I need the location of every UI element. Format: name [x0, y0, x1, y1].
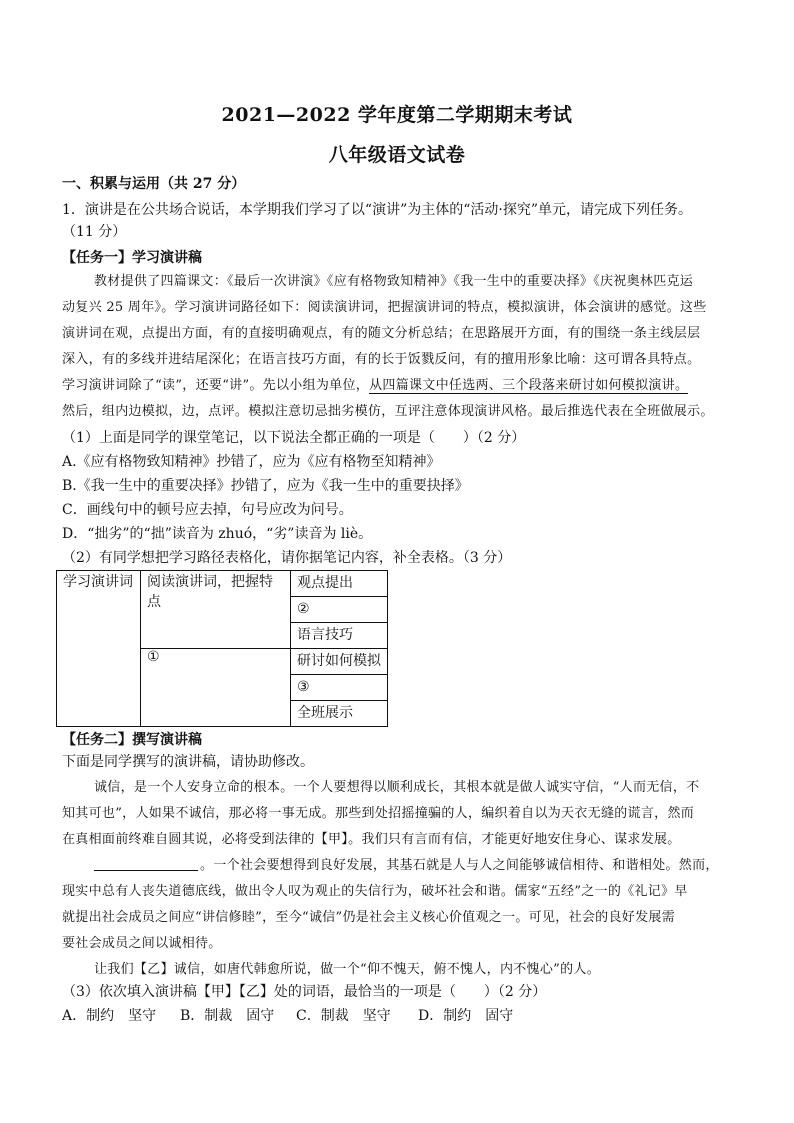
section-heading: 一、积累与运用（共 27 分） [62, 176, 246, 192]
notes-line-text: 学习演讲词除了“读”，还要“讲”。先以小组为单位， [62, 378, 370, 393]
notes-line [62, 376, 742, 396]
speech-text: 。一个社会要想得到良好发展，其基石就是人与人之间能够诚信相待、和谐相处。然而， [200, 858, 719, 873]
table-cell: ② [291, 597, 388, 623]
task-2-intro: 下面是同学撰写的演讲稿，请协助修改。 [62, 754, 314, 770]
table-cell: 语言技巧 [291, 623, 388, 649]
speech-line: 知其可也”，人如果不诚信，那必将一事无成。那些到处招摇撞骗的人，编织着自以为天衣无缝的谎言，然而 [62, 806, 695, 821]
option-a: A．制约 坚守 [62, 1008, 157, 1024]
speech-line: 现实中总有人丧失道德底线，做出令人叹为观止的失信行为，破坏社会和谐。儒家“五经”之一的《礼记》早 [62, 884, 688, 899]
question-1-1: （1）上面是同学的课堂笔记，以下说法全都正确的一项是（ ）（2 分） [62, 430, 526, 446]
task-1-heading: 【任务一】学习演讲稿 [62, 250, 202, 266]
speech-line: 在真相面前终难自圆其说，必将受到法律的【甲】。我们只有言而有信，才能更好地安住身心、谋求发展。 [62, 832, 681, 847]
speech-line: 让我们【乙】诚信，如唐代韩愈所说，做一个“仰不愧天，俯不愧人，内不愧心”的人。 [94, 962, 600, 977]
fill-in-blank [94, 856, 198, 871]
option-d: D．制约 固守 [418, 1008, 514, 1024]
notes-line: 动复兴 25 周年》。学习演讲词路径如下：阅读演讲词，把握演讲词的特点，模拟演讲，体会演讲的感觉。这些 [62, 300, 707, 315]
table-cell: ① [141, 649, 291, 727]
option-b: B．制裁 固守 [180, 1008, 275, 1024]
question-1-2: （2）有同学想把学习路径表格化，请你据笔记内容，补全表格。（3 分） [62, 550, 512, 566]
question-1-intro: 1．演讲是在公共场合说话，本学期我们学习了以“演讲”为主体的“活动·探究”单元，请完成下列任务。 [62, 202, 692, 218]
option-b: B.《我一生中的重要决择》抄错了，应为《我一生中的重要抉择》 [62, 478, 469, 494]
question-1-3-options [62, 1006, 742, 1026]
underlined-sentence: 从四篇课文中任选两、三个段落来研讨如何模拟演讲。 [369, 378, 689, 393]
option-d: D．“拙劣”的“拙”读音为 zhuó，“劣”读音为 liè。 [62, 526, 373, 542]
exam-title: 2021—2022 学年度第二学期期末考试 [221, 104, 573, 126]
notes-line: 教材提供了四篇课文：《最后一次讲演》《应有格物致知精神》《我一生中的重要决择》《庆祝奥林匹克运 [94, 274, 694, 289]
notes-line: 然后，组内边模拟，边，点评。模拟注意切忌拙劣模仿，互评注意体现演讲风格。最后推选代表在全班做展示。 [62, 404, 714, 419]
notes-line: 演讲词在观，点提出方面，有的直接明确观点，有的随文分析总结；在思路展开方面，有的围绕一条主线层层 [62, 326, 701, 341]
speech-line [94, 856, 742, 876]
table-cell: 观点提出 [291, 571, 388, 597]
option-c: C．制裁 坚守 [296, 1008, 391, 1024]
speech-line: 要社会成员之间以诚相待。 [62, 936, 222, 951]
option-c: C．画线句中的顿号应去掉，句号应改为问号。 [62, 502, 353, 518]
option-a: A.《应有格物致知精神》抄错了，应为《应有格物至知精神》 [62, 454, 441, 470]
task-2-heading: 【任务二】撰写演讲稿 [62, 732, 202, 748]
table-cell: 研讨如何模拟 [291, 649, 388, 675]
speech-line: 诚信，是一个人安身立命的根本。一个人要想得以顺利成长，其根本就是做人诚实守信，“人而无信，不 [94, 780, 700, 795]
table-cell: 阅读演讲词，把握特点 [141, 571, 291, 649]
learning-path-table [56, 570, 388, 727]
table-cell: ③ [291, 675, 388, 701]
exam-subtitle: 八年级语文试卷 [328, 144, 466, 166]
speech-line: 就提出社会成员之间应“讲信修睦”，至今“诚信”仍是社会主义核心价值观之一。可见，社会的良好发展需 [62, 910, 675, 925]
notes-line: 深入，有的多线并进结尾深化；在语言技巧方面，有的长于饭戮反问，有的擅用形象比喻：这可谓各具特点。 [62, 352, 701, 367]
question-1-score: （11 分） [62, 224, 127, 240]
table-cell: 学习演讲词 [57, 571, 141, 727]
table-cell: 全班展示 [291, 701, 388, 727]
question-1-3: （3）依次填入演讲稿【甲】【乙】处的词语，最恰当的一项是（ ）（2 分） [62, 984, 547, 1000]
